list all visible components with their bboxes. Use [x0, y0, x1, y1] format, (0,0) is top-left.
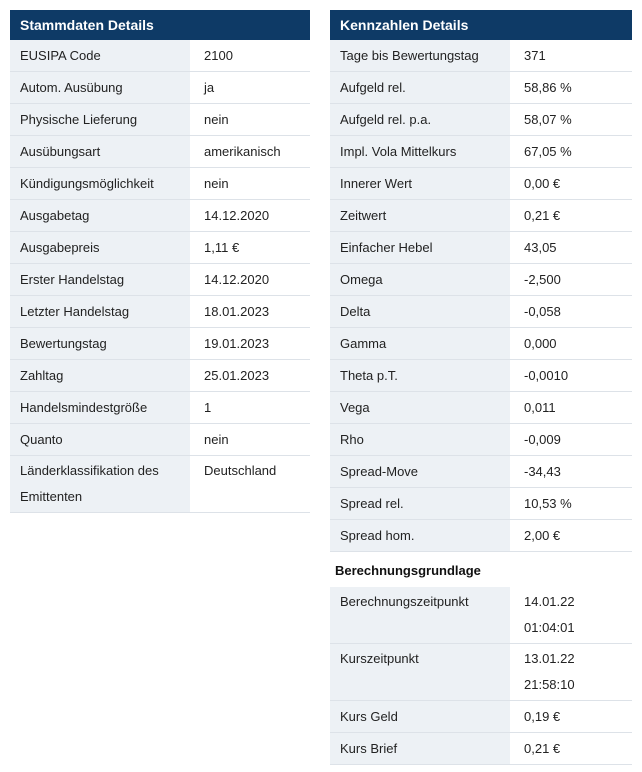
row-value: ja: [190, 72, 310, 104]
row-value: 14.12.2020: [190, 200, 310, 232]
row-value: 58,86 %: [510, 72, 632, 104]
row-label: Innerer Wert: [330, 168, 510, 200]
row-value: 0,000: [510, 328, 632, 360]
row-label: Spread rel.: [330, 488, 510, 520]
table-row: [330, 232, 632, 264]
row-label: Kurs Brief: [330, 733, 510, 765]
row-value: nein: [190, 104, 310, 136]
row-label: Erster Handelstag: [10, 264, 190, 296]
table-row: [10, 392, 310, 424]
row-value: 0,19 €: [510, 701, 632, 733]
row-label: Spread hom.: [330, 520, 510, 552]
table-row: [330, 644, 632, 701]
row-value: [510, 587, 632, 644]
table-row: [10, 232, 310, 264]
table-row: [330, 488, 632, 520]
table-row: [330, 360, 632, 392]
value-time: 21:58:10: [524, 677, 575, 692]
row-value: 14.12.2020: [190, 264, 310, 296]
row-value: 43,05: [510, 232, 632, 264]
row-value: 19.01.2023: [190, 328, 310, 360]
table-row: [10, 456, 310, 513]
row-label: Quanto: [10, 424, 190, 456]
table-row: [10, 72, 310, 104]
table-row: [10, 328, 310, 360]
table-row: [10, 168, 310, 200]
table-row: [330, 104, 632, 136]
table-row: [330, 328, 632, 360]
table-row: [330, 136, 632, 168]
row-label: Zahltag: [10, 360, 190, 392]
row-label: Spread-Move: [330, 456, 510, 488]
berechnung-panel: [330, 587, 632, 765]
kennzahlen-panel: [330, 10, 632, 552]
row-value: amerikanisch: [190, 136, 310, 168]
row-label: Vega: [330, 392, 510, 424]
table-row: [330, 520, 632, 552]
row-label: Physische Lieferung: [10, 104, 190, 136]
row-label: Tage bis Bewertungstag: [330, 40, 510, 72]
row-value: 0,21 €: [510, 733, 632, 765]
row-value: 18.01.2023: [190, 296, 310, 328]
row-label: Kurszeitpunkt: [330, 644, 510, 701]
row-label: Handelsmindestgröße: [10, 392, 190, 424]
row-label: Zeitwert: [330, 200, 510, 232]
berechnung-title: Berechnungsgrundlage: [335, 563, 481, 578]
row-label: Omega: [330, 264, 510, 296]
row-label: Delta: [330, 296, 510, 328]
row-value: 2100: [190, 40, 310, 72]
kennzahlen-table: [330, 40, 632, 552]
row-label: Bewertungstag: [10, 328, 190, 360]
table-row: [330, 40, 632, 72]
table-row: [10, 264, 310, 296]
row-value: Deutschland: [190, 456, 310, 513]
row-label: Kurs Geld: [330, 701, 510, 733]
stammdaten-table: [10, 40, 310, 513]
row-label: EUSIPA Code: [10, 40, 190, 72]
value-time: 01:04:01: [524, 620, 575, 635]
row-label: Ausgabetag: [10, 200, 190, 232]
row-label: Gamma: [330, 328, 510, 360]
row-value: 0,011: [510, 392, 632, 424]
row-label: Ausgabepreis: [10, 232, 190, 264]
row-label: Kündigungsmöglichkeit: [10, 168, 190, 200]
table-row: [330, 296, 632, 328]
row-value: 0,00 €: [510, 168, 632, 200]
row-label: Berechnungszeitpunkt: [330, 587, 510, 644]
row-label: Aufgeld rel.: [330, 72, 510, 104]
table-row: [10, 200, 310, 232]
row-value: -0,058: [510, 296, 632, 328]
row-value: 67,05 %: [510, 136, 632, 168]
row-value: -0,009: [510, 424, 632, 456]
row-value: 371: [510, 40, 632, 72]
table-row: [330, 587, 632, 644]
stammdaten-panel: [10, 10, 310, 513]
table-row: [330, 168, 632, 200]
row-value: 1,11 €: [190, 232, 310, 264]
row-label: Rho: [330, 424, 510, 456]
table-row: [10, 136, 310, 168]
table-row: [330, 392, 632, 424]
row-value: -2,500: [510, 264, 632, 296]
row-label: Aufgeld rel. p.a.: [330, 104, 510, 136]
row-label: Letzter Handelstag: [10, 296, 190, 328]
row-value: -34,43: [510, 456, 632, 488]
row-value: nein: [190, 424, 310, 456]
row-label: Länderklassifikation des Emittenten: [10, 456, 190, 513]
berechnung-table: [330, 587, 632, 765]
row-label: Theta p.T.: [330, 360, 510, 392]
table-row: [10, 104, 310, 136]
table-row: [330, 424, 632, 456]
value-date: 13.01.22: [524, 651, 575, 666]
row-label: Einfacher Hebel: [330, 232, 510, 264]
table-row: [330, 200, 632, 232]
row-value: 10,53 %: [510, 488, 632, 520]
row-value: 1: [190, 392, 310, 424]
row-value: -0,0010: [510, 360, 632, 392]
table-row: [330, 733, 632, 765]
row-value: nein: [190, 168, 310, 200]
row-value: 0,21 €: [510, 200, 632, 232]
row-label: Autom. Ausübung: [10, 72, 190, 104]
row-label: Impl. Vola Mittelkurs: [330, 136, 510, 168]
row-value: [510, 644, 632, 701]
row-value: 2,00 €: [510, 520, 632, 552]
table-row: [330, 456, 632, 488]
table-row: [330, 72, 632, 104]
table-row: [330, 264, 632, 296]
row-value: 58,07 %: [510, 104, 632, 136]
table-row: [10, 296, 310, 328]
row-label: Ausübungsart: [10, 136, 190, 168]
row-value: 25.01.2023: [190, 360, 310, 392]
table-row: [10, 360, 310, 392]
value-date: 14.01.22: [524, 594, 575, 609]
table-row: [10, 424, 310, 456]
kennzahlen-title: Kennzahlen Details: [330, 10, 632, 40]
table-row: [330, 701, 632, 733]
table-row: [10, 40, 310, 72]
stammdaten-title: Stammdaten Details: [10, 10, 310, 40]
